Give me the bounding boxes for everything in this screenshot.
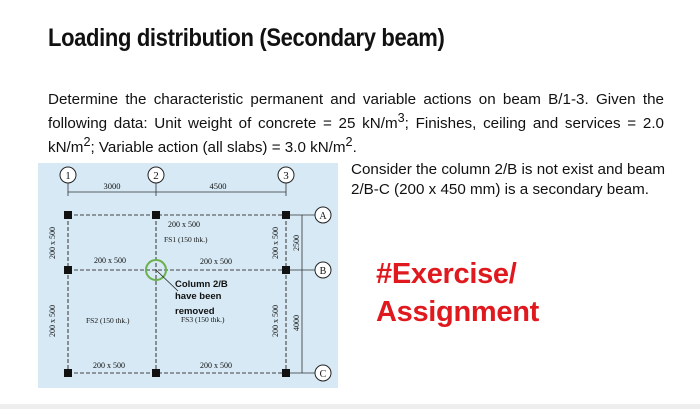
beam-1-bc-label: 200 x 500 [48, 305, 57, 337]
beam-3-bc-label: 200 x 500 [271, 305, 280, 337]
beam-3-ab-label: 200 x 500 [271, 227, 280, 259]
beam-c-2-3-label: 200 x 500 [200, 361, 232, 370]
column-3c [282, 369, 290, 377]
grid-col-3 [278, 167, 294, 183]
beam-1-ab-label: 200 x 500 [48, 227, 57, 259]
beam-a-label: 200 x 500 [168, 220, 200, 229]
grid-row-c [315, 365, 331, 381]
problem-text-3: ; Variable action (all slabs) = 3.0 kN/m [90, 139, 346, 157]
column-1a [64, 211, 72, 219]
slab-fs1-label: FS1 (150 thk.) [164, 235, 208, 244]
svg-text:3: 3 [283, 170, 289, 182]
grid-row-b [315, 262, 331, 278]
column-1b [64, 266, 72, 274]
svg-text:1: 1 [65, 170, 71, 182]
svg-text:2: 2 [153, 170, 159, 182]
removed-note-line2: have been [175, 291, 222, 302]
beam-b-2-3-label: 200 x 500 [200, 257, 232, 266]
span-1-2-label: 3000 [103, 181, 121, 191]
beam-c-1-2-label: 200 x 500 [93, 361, 125, 370]
unit-superscript-3: 2 [345, 135, 353, 150]
span-2-3-label: 4500 [209, 181, 227, 191]
exercise-line-2: Assignment [376, 296, 539, 328]
grid-row-a [315, 207, 331, 223]
removed-note-line1: Column 2/B [175, 279, 228, 290]
grid-col-1 [60, 167, 76, 183]
column-2a [152, 211, 160, 219]
column-3b [282, 266, 290, 274]
svg-text:C: C [319, 369, 327, 380]
svg-text:A: A [319, 211, 327, 222]
plan-panel [38, 163, 338, 388]
problem-text-1: Determine the characteristic permanent and variable actions on beam B/1-3. Given the following data: Unit weight of concrete = 25 kN/m [48, 91, 664, 133]
unit-superscript-2: 2 [83, 135, 91, 150]
exercise-line-1: #Exercise/ [376, 258, 517, 290]
problem-text-2: ; Finishes, ceiling and services = 2.0 kN/m [48, 115, 665, 157]
span-b-c-label: 4000 [292, 315, 301, 331]
problem-statement [48, 90, 664, 157]
span-a-b-label: 2500 [292, 235, 301, 251]
slab-fs3-label: FS3 (150 thk.) [181, 315, 225, 324]
column-2c [152, 369, 160, 377]
bottom-divider [0, 404, 700, 409]
slide-title: Loading distribution (Secondary beam) [48, 24, 445, 52]
column-1c [64, 369, 72, 377]
slab-fs2-label: FS2 (150 thk.) [86, 316, 130, 325]
floor-plan [38, 163, 338, 388]
grid-col-2 [148, 167, 164, 183]
removed-note-line3: removed [175, 306, 215, 317]
problem-text-4: . [352, 139, 357, 157]
beam-b-1-2-label: 200 x 500 [94, 256, 126, 265]
column-3a [282, 211, 290, 219]
assumption-note: Consider the column 2/B is not exist and beam 2/B-C (200 x 450 mm) is a secondary beam. [351, 161, 666, 198]
exercise-heading [376, 255, 616, 331]
unit-superscript-1: 3 [397, 111, 405, 125]
svg-text:B: B [319, 266, 327, 277]
